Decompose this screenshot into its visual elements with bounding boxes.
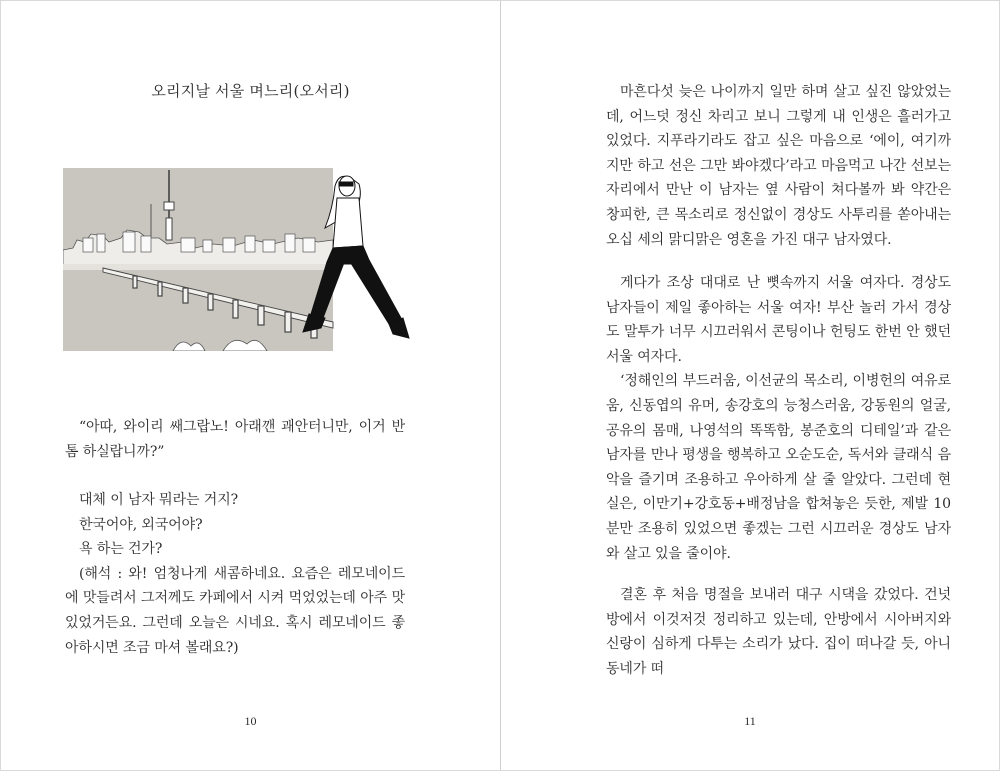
- left-page: [1, 1, 500, 770]
- chapter-title: 오리지날 서울 며느리(오서리): [151, 82, 350, 100]
- right-page: [501, 1, 999, 770]
- paragraph-1: [606, 80, 951, 252]
- paragraph-4: [606, 583, 951, 681]
- paragraph-1-text: 마흔다섯 늦은 나이까지 일만 하며 살고 싶진 않았었는데, 어느덧 정신 차리고 보니 그렇게 내 인생은 흘러가고 있었다. 지푸라기라도 잡고 싶은 마음으로 ‘에이, 여기까지만 하고 선은 그만 봐야겠다’라고 마음먹고 나간 선보는 자리에서 만난 이 남자는 옆 사람이 쳐다볼까 봐 약간은 창피한, 큰 목소리로 정신없이 경상도 사투리를 쏟아내는 오십 세의 맑디맑은 영혼을 가진 대구 남자였다.: [606, 84, 951, 248]
- paragraph-3-text: ‘정해인의 부드러움, 이선균의 목소리, 이병헌의 여유로움, 신동엽의 유머, 송강호의 능청스러움, 강동원의 얼굴, 공유의 몸매, 나영석의 똑똑함, 봉준호의 디테일’과 같은 남자를 만나 평생을 행복하고 오순도순, 독서와 클래식 음악을 즐기며 조용하고 우아하게 살 줄 알았다. 그런데 현실은, 이만기+강호동+배정남을 합쳐놓은 듯한, 제발 10분만 조용히 있었으면 좋겠는 그런 시끄러운 경상도 남자와 살고 있을 줄이야.: [606, 373, 951, 562]
- reaction-line-2: 한국어야, 외국어야?: [79, 516, 203, 533]
- page-number-right: 11: [744, 714, 756, 728]
- translation-note: (해석 : 와! 엄청나게 새콤하네요. 요즘은 레모네이드에 맛들려서 그저께도 카페에서 시켜 먹었었는데 아주 맛있었거든요. 그런데 오늘은 시네요. 혹시 레모네이드 좋아하시면 조금 마셔 볼래요?): [65, 565, 405, 656]
- paragraph-2-3: [606, 271, 951, 566]
- reaction-paragraph: [65, 488, 405, 660]
- dialogue-paragraph: [65, 415, 405, 464]
- reaction-line-3: 욕 하는 건가?: [79, 541, 163, 558]
- paragraph-2-text: 게다가 조상 대대로 난 뼛속까지 서울 여자다. 경상도 남자들이 제일 좋아하는 서울 여자! 부산 놀러 가서 경상도 말투가 너무 시끄러워서 콘팅이나 헌팅도 한번 안 했던 서울 여자다.: [606, 275, 951, 365]
- dialogue-text: “아따, 와이리 쌔그랍노! 아래깬 괘안터니만, 이거 반톰 하실랍니까?”: [65, 419, 405, 460]
- paragraph-4-text: 결혼 후 처음 명절을 보내러 대구 시댁을 갔었다. 건넛방에서 이것저것 정리하고 있는데, 안방에서 시아버지와 신랑이 심하게 다투는 소리가 났다. 집이 떠나갈 듯, 아니 동네가 떠: [606, 587, 951, 677]
- seoul-woman-illustration: [63, 168, 413, 351]
- page-number-left: 10: [244, 714, 257, 728]
- reaction-line-1: 대체 이 남자 뭐라는 거지?: [79, 492, 239, 508]
